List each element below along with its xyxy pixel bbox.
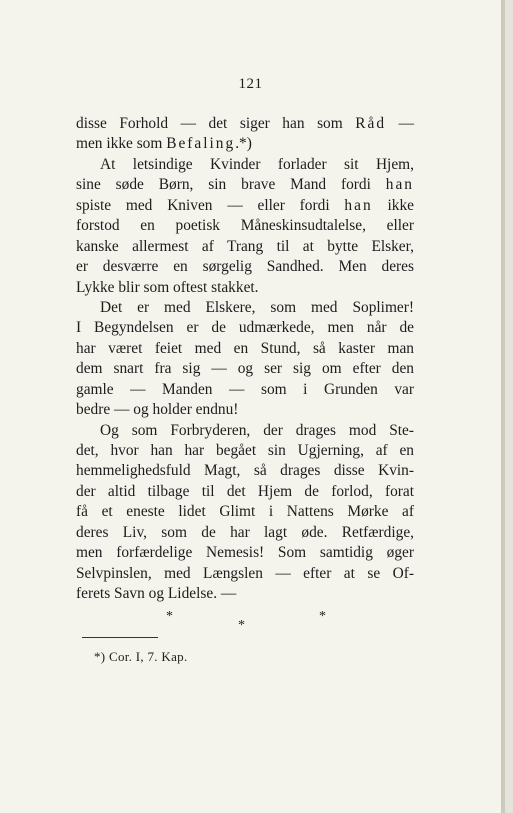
text-line-23: Selvpinslen, med Længslen — efter at se Of-	[76, 564, 414, 582]
text-line-20: få et eneste lidet Glimt i Nattens Mørke af	[76, 503, 414, 521]
text-line-19: der altid tilbage til det Hjem de forlod, forat	[76, 482, 414, 500]
text-line-17: det, hvor han har begået sin Ugjerning, af en	[76, 442, 414, 459]
text-line-18: hemmelighedsfuld Magt, så drages disse Kvin-	[76, 462, 414, 480]
spaced-word-raad: Råd	[355, 115, 387, 132]
spaced-word-han: han	[385, 176, 414, 194]
section-break-asterisks	[76, 609, 414, 639]
text-line-8: er desværre en sørgelig Sandhed. Men deres	[76, 258, 414, 276]
text-line-2: men ikke som Befaling.*)	[76, 135, 252, 153]
asterisk-ornament: *	[319, 609, 326, 624]
text-line-6: forstod en poetisk Måneskinsudtalelse, eller	[76, 217, 414, 235]
asterisk-ornament: *	[166, 609, 173, 624]
footnote-divider	[82, 637, 158, 638]
spaced-word-han: han	[344, 196, 373, 214]
text-line-22: men forfærdelige Nemesis! Som samtidig øger	[76, 544, 414, 562]
text-line-4: sine søde Børn, sin brave Mand fordi han	[76, 176, 414, 194]
asterisk-ornament: *	[238, 618, 245, 633]
text-line-3: At letsindige Kvinder forlader sit Hjem,	[100, 155, 414, 173]
footnote: *) Cor. I, 7. Kap.	[94, 649, 188, 664]
text-line-21: deres Liv, som de har lagt øde. Retfærdige,	[76, 523, 414, 541]
spaced-word-befaling: Befaling	[166, 135, 236, 153]
text-line-5: spiste med Kniven — eller fordi han ikke	[76, 196, 414, 214]
body-text	[76, 114, 414, 605]
text-line-15: bedre — og holder endnu!	[76, 401, 239, 419]
text-line-16: Og som Forbryderen, der drages mod Ste-	[100, 421, 414, 439]
text-line-12: har været feiet med en Stund, så kaster man	[76, 339, 414, 357]
text-line-1: disse Forhold — det siger han som Råd —	[76, 115, 414, 132]
text-line-9: Lykke blir som oftest stakket.	[76, 278, 259, 296]
text-line-10: Det er med Elskere, som med Soplimer!	[100, 298, 414, 316]
text-line-13: dem snart fra sig — og ser sig om efter den	[76, 360, 414, 378]
text-line-14: gamle — Manden — som i Grunden var	[76, 380, 414, 398]
text-line-11: I Begyndelsen er de udmærkede, men når de	[76, 319, 414, 337]
page-number: 121	[238, 76, 263, 92]
text-line-24: ferets Savn og Lidelse. —	[76, 585, 237, 603]
text-line-7: kanske allermest af Trang til at bytte Elsker,	[76, 237, 414, 255]
